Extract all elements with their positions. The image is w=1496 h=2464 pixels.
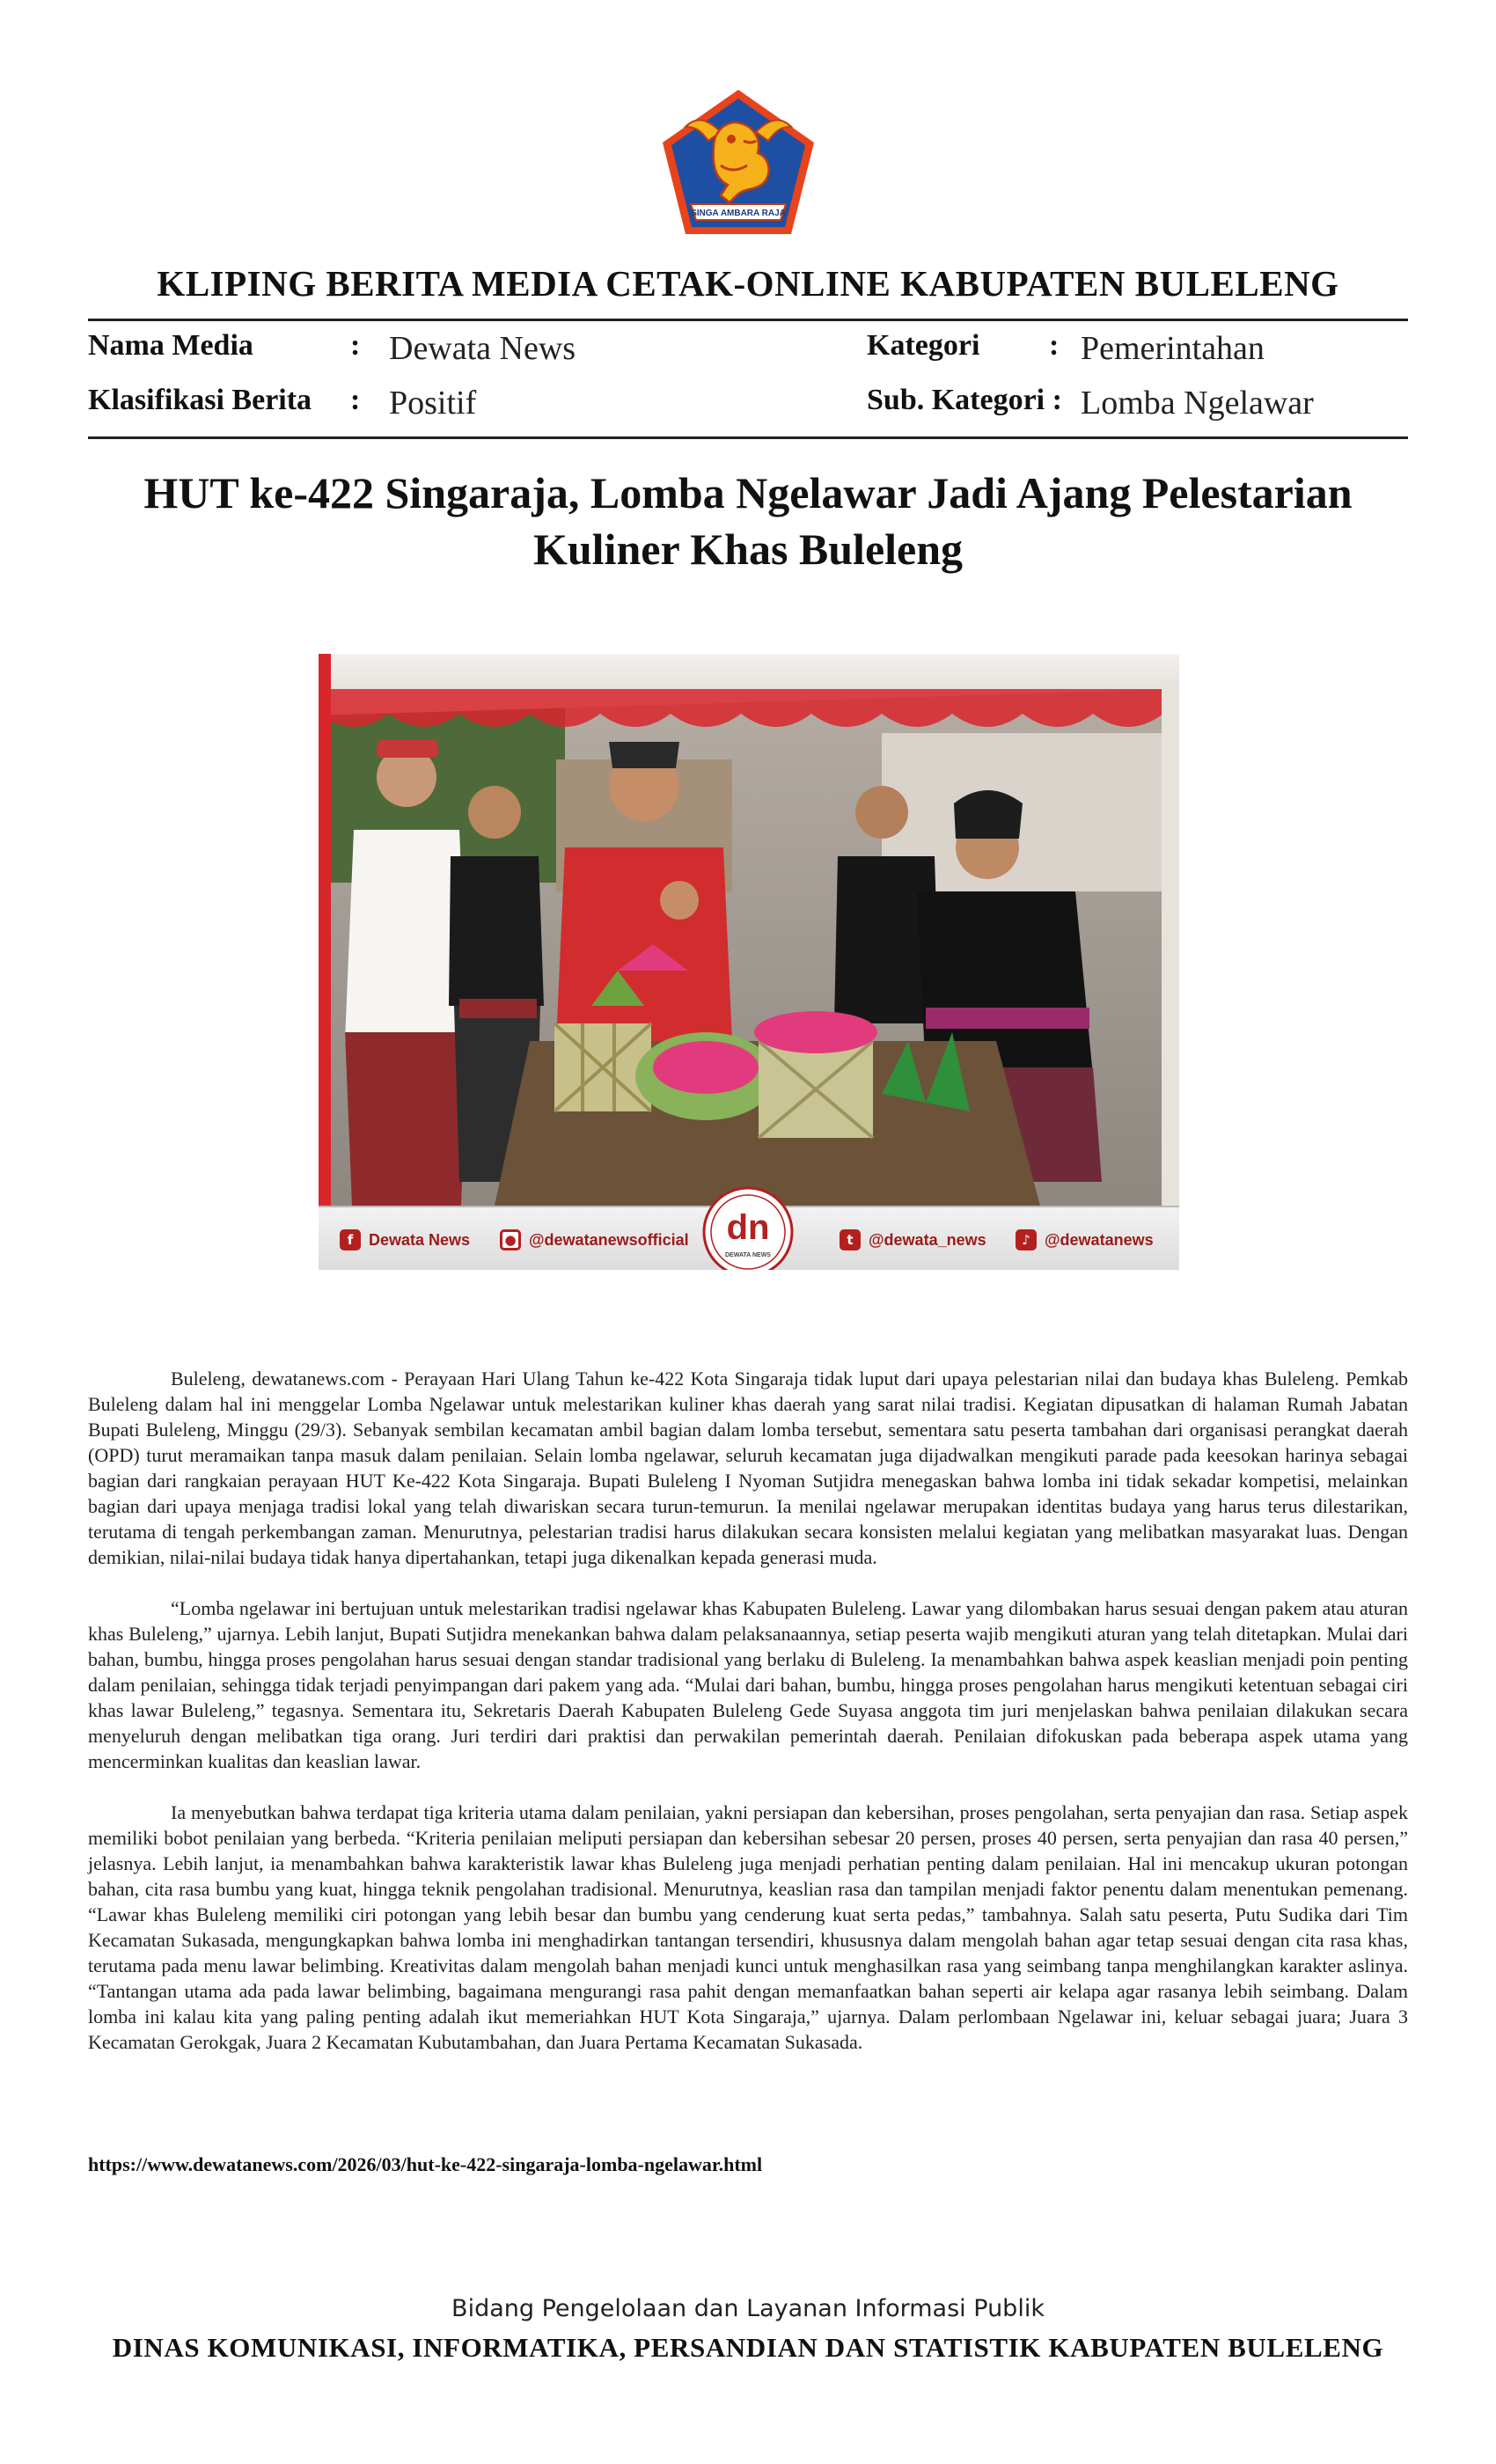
- article-photo: [319, 654, 1179, 1270]
- badge-dn-text: dn: [726, 1208, 770, 1247]
- footer-agency: DINAS KOMUNIKASI, INFORMATIKA, PERSANDIAN DAN STATISTIK KABUPATEN BULELENG: [112, 2332, 1384, 2363]
- badge-dewata-news-text: DEWATA NEWS: [725, 1252, 771, 1258]
- social-instagram: [500, 1227, 689, 1253]
- social-instagram-label: @dewatanewsofficial: [529, 1230, 689, 1249]
- classification-value: Positif: [389, 385, 477, 422]
- classification-label: Klasifikasi Berita: [88, 384, 312, 416]
- subcategory-label: Sub. Kategori :: [867, 384, 1062, 416]
- social-facebook: [340, 1227, 470, 1253]
- media-name-colon: :: [350, 329, 361, 362]
- category-label: Kategori: [867, 329, 980, 362]
- photo-scene: [319, 654, 1179, 1206]
- article-paragraph-2: “Lomba ngelawar ini bertujuan untuk melestarikan tradisi ngelawar khas Kabupaten Buleleng. Lawar yang dilombakan harus sesuai dengan pakem atau aturan khas Buleleng,” ujarnya. Lebih lanjut, Bupati Sutjidra menekankan bahwa dalam pelaksanaannya, setiap peserta wajib mengikuti aturan yang telah ditetapkan. Mulai dari bahan, bumbu, hingga proses pengolahan harus sesuai dengan standar tradisional yang berlaku di Buleleng. Ia menambahkan bahwa aspek keaslian menjadi poin penting dalam penilaian, sehingga tidak terjadi penyimpangan dari pakem yang ada. “Mulai dari bahan, bumbu, hingga proses pengolahan harus mengikuti ketentuan sebagai ciri khas lawar Buleleng,” tegasnya. Sementara itu, Sekretaris Daerah Kabupaten Buleleng Gede Suyasa anggota tim juri menjelaskan bahwa penilaian dilakukan secara menyeluruh dengan melibatkan tiga orang. Juri terdiri dari praktisi dan perwakilan pemerintah daerah. Penilaian difokuskan pada beberapa aspek utama yang mencerminkan kualitas dan keaslian lawar.: [88, 1597, 1408, 1772]
- classification-colon: :: [350, 384, 361, 416]
- source-url-link[interactable]: https://www.dewatanews.com/2026/03/hut-ke-422-singaraja-lomba-ngelawar.html: [88, 2153, 763, 2175]
- article-paragraph-3: Ia menyebutkan bahwa terdapat tiga kriteria utama dalam penilaian, yakni persiapan dan kebersihan, proses pengolahan, serta penyajian dan rasa. Setiap aspek memiliki bobot penilaian yang berbeda. “Kriteria penilaian meliputi persiapan dan kebersihan sebesar 20 persen, proses 40 persen, serta penyajian dan rasa 40 persen,” jelasnya. Lebih lanjut, ia menambahkan bahwa karakteristik lawar khas Buleleng juga menjadi perhatian penting dalam penilaian. Hal ini mencakup ukuran potongan bahan, cita rasa bumbu yang kuat, hingga teknik pengolahan tradisional. Menurutnya, keaslian rasa dan tampilan menjadi faktor penentu dalam menentukan pemenang. “Lawar khas Buleleng memiliki ciri potongan yang lebih besar dan bumbu yang cenderung kuat serta pedas,” tambahnya. Salah satu peserta, Putu Sudika dari Tim Kecamatan Sukasada, mengungkapkan bahwa lomba ini menghadirkan tantangan tersendiri, khususnya dalam mengolah bahan agar tetap sesuai dengan cita rasa khas, terutama pada menu lawar belimbing. Kreativitas dalam mengolah bahan menjadi kunci untuk menghasilkan rasa yang seimbang tanpa menghilangkan karakter aslinya. “Tantangan utama ada pada lawar belimbing, bagaimana mengurangi rasa pahit dengan memanfaatkan bahan seperti air kelapa agar rasanya lebih seimbang. Dalam lomba ini kalau kita yang paling penting adalah ikut memeriahkan HUT Kota Singaraja,” ujarnya. Dalam perlombaan Ngelawar ini, keluar sebagai juara; Juara 3 Kecamatan Gerokgak, Juara 2 Kecamatan Kubutambahan, dan Juara Pertama Kecamatan Sukasada.: [88, 1801, 1408, 2053]
- tiktok-icon: ♪: [1016, 1229, 1037, 1250]
- twitter-icon: t: [840, 1229, 861, 1250]
- category-value: Pemerintahan: [1081, 330, 1265, 367]
- instagram-icon: ●: [500, 1229, 521, 1250]
- dewata-news-badge: [702, 1186, 794, 1270]
- buleleng-crest-logo: [659, 86, 818, 238]
- header-rule-bottom: [88, 436, 1408, 439]
- article-paragraph-1: Buleleng, dewatanews.com - Perayaan Hari Ulang Tahun ke-422 Kota Singaraja tidak luput dari upaya pelestarian nilai dan budaya khas Buleleng. Pemkab Buleleng dalam hal ini menggelar Lomba Ngelawar untuk melestarikan kuliner khas daerah yang sarat nilai tradisi. Kegiatan dipusatkan di halaman Rumah Jabatan Bupati Buleleng, Minggu (29/3). Sebanyak sembilan kecamatan ambil bagian dalam lomba tersebut, sementara satu peserta tambahan dari organisasi perangkat daerah (OPD) turut meramaikan tanpa masuk dalam penilaian. Selain lomba ngelawar, seluruh kecamatan juga dijadwalkan mengikuti parade pada keesokan harinya sebagai bagian dari rangkaian perayaan HUT Ke-422 Kota Singaraja. Bupati Buleleng I Nyoman Sutjidra menegaskan bahwa lomba ini tidak sekadar kompetisi, melainkan bagian dari upaya menjaga tradisi lokal yang telah diwariskan secara turun-temurun. Ia menilai ngelawar merupakan identitas budaya yang harus terus dilestarikan, terutama di tengah perkembangan zaman. Menurutnya, pelestarian tradisi harus dilakukan secara konsisten melalui kegiatan yang melibatkan masyarakat luas. Dengan demikian, nilai-nilai budaya tidak hanya dipertahankan, tetapi juga dikenalkan kepada generasi muda.: [88, 1368, 1408, 1568]
- social-tiktok: [1016, 1227, 1154, 1253]
- crest-ribbon-text: SINGA AMBARA RAJA: [691, 209, 786, 218]
- article-headline: HUT ke-422 Singaraja, Lomba Ngelawar Jadi Ajang Pelestarian Kuliner Khas Buleleng: [143, 468, 1353, 574]
- social-twitter-label: @dewata_news: [869, 1230, 986, 1249]
- social-tiktok-label: @dewatanews: [1045, 1230, 1154, 1249]
- category-colon: :: [1049, 329, 1060, 362]
- article-body: [88, 1366, 1408, 2080]
- media-name-value: Dewata News: [389, 330, 576, 367]
- header-rule-top: [88, 319, 1408, 321]
- media-name-label: Nama Media: [88, 329, 253, 362]
- clipping-header-title: KLIPING BERITA MEDIA CETAK-ONLINE KABUPATEN BULELENG: [157, 263, 1339, 304]
- social-facebook-label: Dewata News: [369, 1230, 471, 1249]
- photo-social-bar: [319, 1206, 1179, 1270]
- facebook-icon: f: [340, 1229, 361, 1250]
- subcategory-value: Lomba Ngelawar: [1081, 385, 1314, 422]
- social-twitter: [840, 1227, 986, 1253]
- footer-department: Bidang Pengelolaan dan Layanan Informasi Publik: [451, 2295, 1045, 2322]
